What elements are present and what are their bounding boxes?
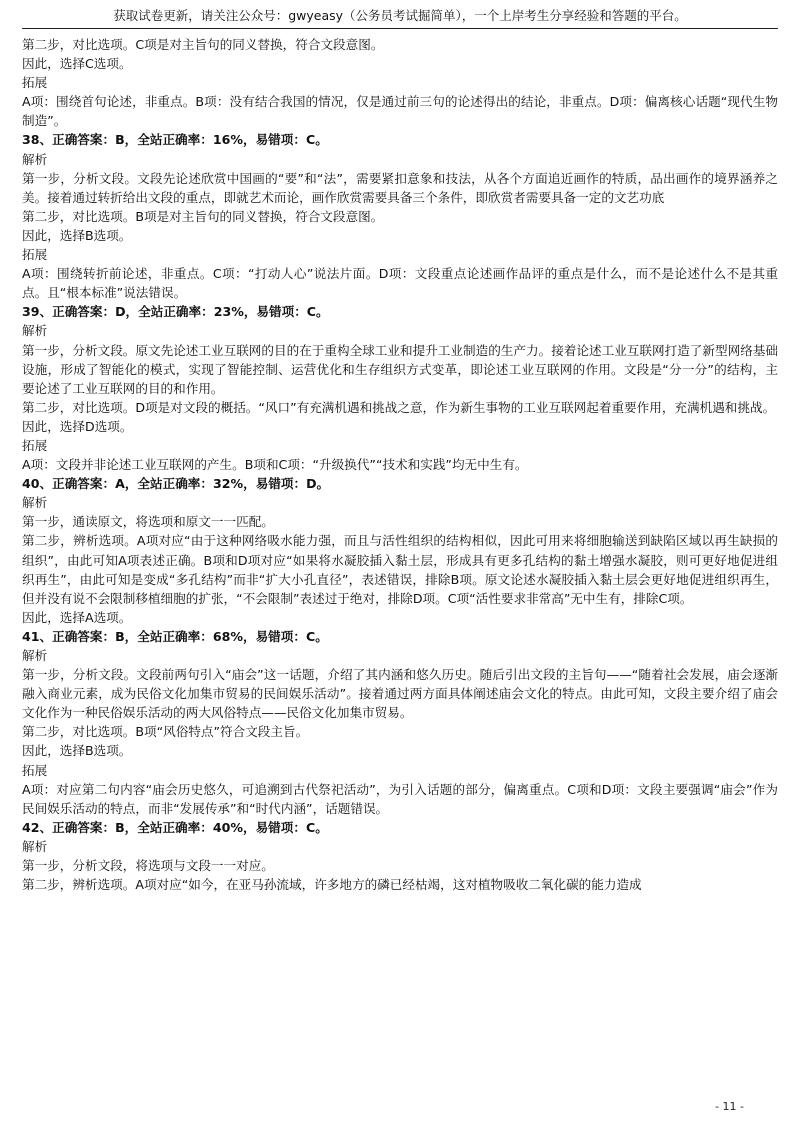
answer-heading: 39、正确答案：D，全站正确率：23%，易错项：C。 (22, 304, 329, 320)
text-paragraph: A项：围绕首句论述，非重点。B项：没有结合我国的情况，仅是通过前三句的论述得出的结论，非重点。D项：偏离核心话题“现代生物制造”。 (22, 94, 778, 129)
text-paragraph: 第二步，辨析选项。A项对应“由于这种网络吸水能力强，而且与活性组织的结构相似，因此可用来将细胞输送到缺陷区域以再生缺损的组织”，由此可知A项表述正确。B项和D项对应“如果将水凝胶插入黏土层，形成具有更多孔结构的黏土增强水凝胶，则可更好地促进组织再生”，由此可知是变成“多孔结构”而非“扩大小孔直径”，表述错误，排除B项。原文论述水凝胶插入黏土层会更好地促进组织再生，但并没有说不会限制移植细胞的扩张，“不会限制”表述过于绝对，排除D项。C项“活性要求非常高”无中生有，排除C项。 (22, 533, 778, 606)
text-paragraph: 拓展 (22, 247, 48, 263)
answer-heading: 41、正确答案：B，全站正确率：68%，易错项：C。 (22, 628, 328, 644)
text-paragraph: A项：围绕转折前论述，非重点。C项：“打动人心”说法片面。D项：文段重点论述画作品评的重点是什么，而不是论述什么不是其重点。且“根本标准”说法错误。 (22, 266, 778, 301)
text-paragraph: 拓展 (22, 762, 48, 778)
text-paragraph: 第二步，对比选项。C项是对主旨句的同义替换，符合文段意图。 (22, 37, 384, 52)
text-paragraph: 因此，选择D选项。 (22, 418, 133, 434)
text-paragraph: A项：文段并非论述工业互联网的产生。B项和C项：“升级换代”“技术和实践”均无中生有。 (22, 457, 528, 473)
text-paragraph: 解析 (22, 323, 48, 339)
text-paragraph: 第二步，对比选项。B项“风俗特点”符合文段主旨。 (22, 724, 309, 740)
answer-heading: 38、正确答案：B，全站正确率：16%，易错项：C。 (22, 132, 328, 148)
text-paragraph: 第一步，分析文段。原文先论述工业互联网的目的在于重构全球工业和提升工业制造的生产力。接着论述工业互联网打造了新型网络基础设施，形成了智能化的模式，实现了智能控制、运营优化和生存组织方式变革，即论述工业互联网的作用。文段是“分一分”的结构，主要论述了工业互联网的目的和作用。 (22, 342, 778, 396)
text-paragraph: 因此，选择C选项。 (22, 56, 132, 72)
text-paragraph: 拓展 (22, 75, 48, 91)
text-paragraph: A项：对应第二句内容“庙会历史悠久，可追溯到古代祭祀活动”，为引入话题的部分，偏离重点。C项和D项：文段主要强调“庙会”作为民间娱乐活动的特点，而非“发展传承”和“时代内涵”，话题错误。 (22, 781, 778, 816)
text-paragraph: 解析 (22, 648, 48, 663)
document-body (22, 35, 778, 894)
text-paragraph: 因此，选择A选项。 (22, 609, 132, 625)
text-paragraph: 第二步，对比选项。B项是对主旨句的同义替换，符合文段意图。 (22, 208, 384, 224)
text-paragraph: 第一步，分析文段，将选项与文段一一对应。 (22, 858, 274, 874)
page-number: - 11 - (715, 1100, 744, 1113)
text-paragraph: 第一步，分析文段。文段先论述欣赏中国画的“要”和“法”，需要紧扣意象和技法，从各个方面追近画作的特质，品出画作的境界涵养之美。接着通过转折给出文段的重点，即就艺术而论，画作欣赏需要具备三个条件，即欣赏者需要具备一定的文艺功底 (22, 170, 778, 205)
text-paragraph: 第一步，通读原文，将选项和原文一一匹配。 (22, 514, 274, 530)
page-header: 获取试卷更新，请关注公众号：gwyeasy（公务员考试掘简单），一个上岸考生分享经验和答题的平台。 (113, 8, 687, 23)
text-paragraph: 第二步，对比选项。D项是对文段的概括。“风口”有充满机遇和挑战之意，作为新生事物的工业互联网起着重要作用，充满机遇和挑战。 (22, 399, 776, 415)
header-divider (22, 28, 778, 29)
text-paragraph: 第一步，分析文段。文段前两句引入“庙会”这一话题，介绍了其内涵和悠久历史。随后引出文段的主旨句——“随着社会发展，庙会逐渐融入商业元素，成为民俗文化加集市贸易的民间娱乐活动”。接着通过两方面具体阐述庙会文化的特点。由此可知，文段主要介绍了庙会文化作为一种民俗娱乐活动的两大风俗特点——民俗文化加集市贸易。 (22, 667, 778, 721)
text-paragraph: 因此，选择B选项。 (22, 227, 132, 243)
text-paragraph: 解析 (22, 838, 48, 854)
text-paragraph: 拓展 (22, 437, 48, 453)
text-paragraph: 解析 (22, 495, 48, 511)
answer-heading: 42、正确答案：B，全站正确率：40%，易错项：C。 (22, 819, 328, 835)
text-paragraph: 第二步，辨析选项。A项对应“如今，在亚马孙流域，许多地方的磷已经枯竭，这对植物吸收二氧化碳的能力造成 (22, 877, 642, 893)
answer-heading: 40、正确答案：A，全站正确率：32%，易错项：D。 (22, 476, 330, 492)
text-paragraph: 因此，选择B选项。 (22, 743, 132, 759)
text-paragraph: 解析 (22, 151, 48, 167)
